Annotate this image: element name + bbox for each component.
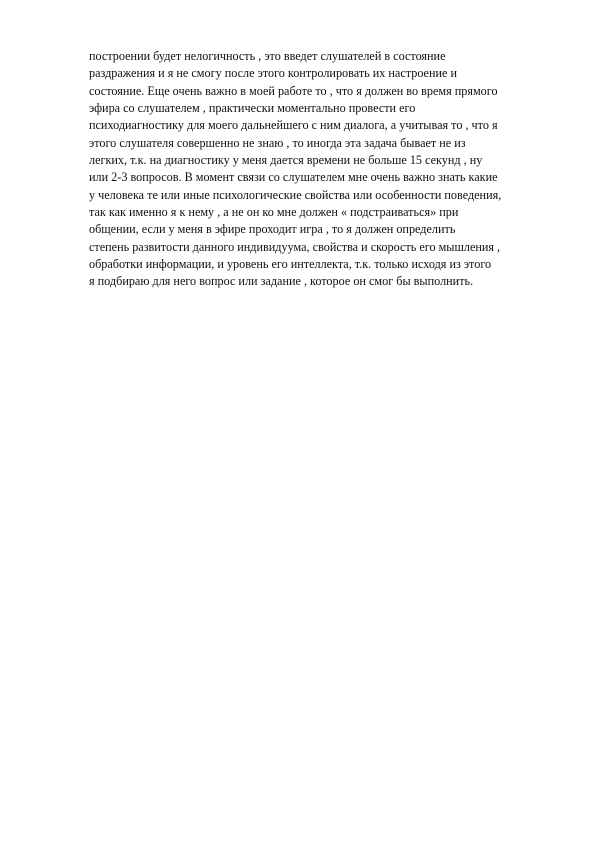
text-line: у человека те или иные психологические свойства или особенности поведения, [89,187,502,202]
text-line: психодиагностику для моего дальнейшего с ним диалога, а учитывая то , что я [89,118,498,133]
text-line: эфира со слушателем , практически моментально провести его [89,101,416,116]
text-line: построении будет нелогичность , это введет слушателей в состояние [89,49,446,63]
text-line: я подбираю для него вопрос или задание , которое он смог бы выполнить. [89,274,474,289]
text-line: так как именно я к нему , а не он ко мне должен « подстраиваться» при [89,205,459,220]
text-line: общении, если у меня в эфире проходит игра , то я должен определить [89,222,456,237]
text-line: раздражения и я не смогу после этого контролировать их настроение и [89,66,457,81]
text-line: легких, т.к. на диагностику у меня дается времени не больше 15 секунд , ну [89,153,483,168]
text-line: или 2-3 вопросов. В момент связи со слушателем мне очень важно знать какие [89,170,498,185]
text-line: степень развитости данного индивидуума, свойства и скорость его мышления , [89,239,501,254]
text-line: состояние. Еще очень важно в моей работе то , что я должен во время прямого [89,83,498,98]
text-line: этого слушателя совершенно не знаю , то иногда эта задача бывает не из [89,135,466,150]
text-line: обработки информации, и уровень его интеллекта, т.к. только исходя из этого [89,257,492,272]
body-paragraph [89,48,559,291]
